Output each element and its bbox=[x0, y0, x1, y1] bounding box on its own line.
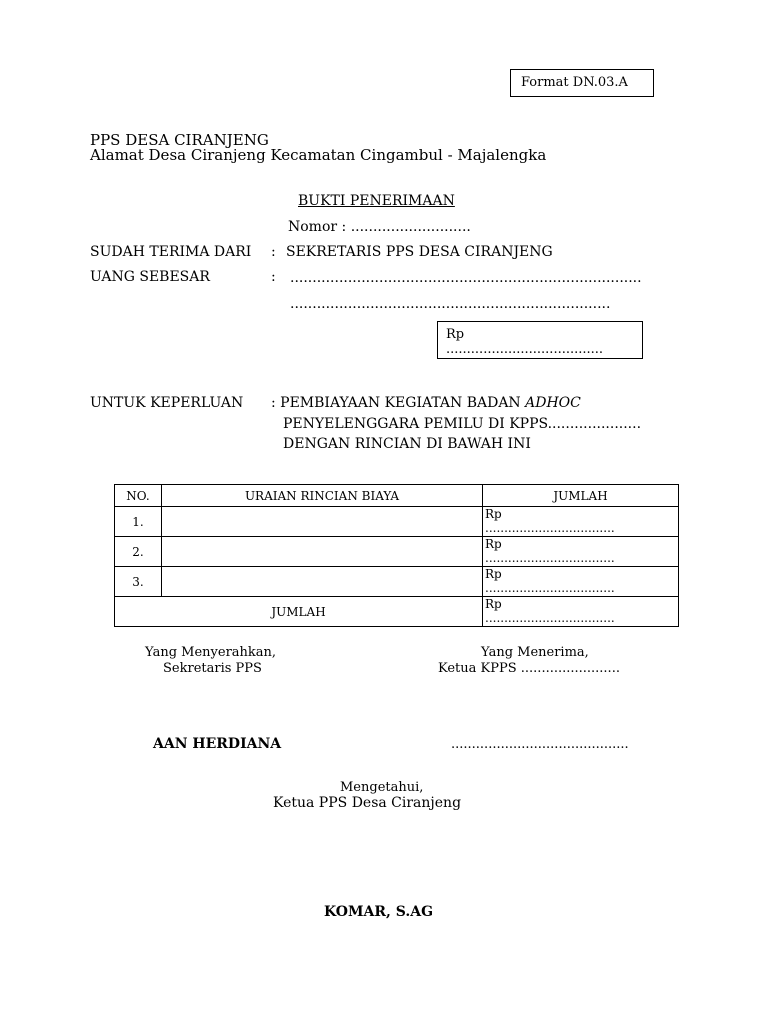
receiver-title: Yang Menerima, bbox=[481, 645, 589, 660]
table-header-row bbox=[115, 485, 679, 507]
amount-colon: : bbox=[271, 269, 276, 285]
rp-label: Rp bbox=[446, 327, 465, 342]
org-address: Alamat Desa Ciranjeng Kecamatan Cingambul - Majalengka bbox=[90, 146, 547, 164]
row-dots: .................................. bbox=[485, 521, 615, 535]
row-uraian bbox=[162, 537, 483, 567]
row-rp: Rp bbox=[485, 567, 502, 581]
approval-title: Mengetahui, bbox=[340, 780, 424, 795]
received-from-value: SEKRETARIS PPS DESA CIRANJENG bbox=[286, 244, 553, 260]
giver-title: Yang Menyerahkan, bbox=[145, 645, 277, 660]
row-no: 2. bbox=[115, 537, 162, 567]
table-row bbox=[115, 507, 679, 537]
purpose-line-2: PENYELENGGARA PEMILU DI KPPS..................... bbox=[283, 416, 642, 432]
receiver-role: Ketua KPPS ........................ bbox=[438, 661, 620, 676]
row-no: 1. bbox=[115, 507, 162, 537]
row-no: 3. bbox=[115, 567, 162, 597]
amount-line-2: ........................................................................ bbox=[290, 296, 611, 312]
total-dots: .................................. bbox=[485, 611, 615, 625]
table-row bbox=[115, 567, 679, 597]
total-label: JUMLAH bbox=[115, 597, 483, 627]
receiver-name: ........................................... bbox=[451, 737, 629, 752]
row-dots: .................................. bbox=[485, 551, 615, 565]
total-jumlah bbox=[483, 597, 679, 627]
total-rp: Rp bbox=[485, 597, 502, 611]
row-rp: Rp bbox=[485, 507, 502, 521]
purpose-adhoc: ADHOC bbox=[525, 395, 581, 411]
rincian-table bbox=[114, 484, 679, 627]
document-title: BUKTI PENERIMAAN bbox=[298, 193, 455, 209]
row-jumlah bbox=[483, 537, 679, 567]
row-jumlah bbox=[483, 507, 679, 537]
header-jumlah: JUMLAH bbox=[483, 485, 679, 507]
org-name: PPS DESA CIRANJENG bbox=[90, 131, 269, 149]
table-total-row bbox=[115, 597, 679, 627]
rp-amount-box bbox=[437, 321, 643, 359]
format-label: Format DN.03.A bbox=[521, 75, 628, 90]
received-from-label: SUDAH TERIMA DARI bbox=[90, 244, 252, 260]
format-box bbox=[510, 69, 654, 97]
row-dots: .................................. bbox=[485, 581, 615, 595]
header-uraian: URAIAN RINCIAN BIAYA bbox=[162, 485, 483, 507]
approval-role: Ketua PPS Desa Ciranjeng bbox=[273, 795, 462, 811]
row-rp: Rp bbox=[485, 537, 502, 551]
approval-name: KOMAR, S.AG bbox=[324, 904, 434, 920]
giver-name: AAN HERDIANA bbox=[153, 736, 282, 752]
purpose-line-1 bbox=[271, 395, 581, 411]
giver-role: Sekretaris PPS bbox=[163, 661, 262, 676]
purpose-label: UNTUK KEPERLUAN bbox=[90, 395, 244, 411]
purpose-line-3: DENGAN RINCIAN DI BAWAH INI bbox=[283, 436, 531, 452]
rp-dots: ...................................... bbox=[446, 342, 604, 357]
header-no: NO. bbox=[115, 485, 162, 507]
document-number: Nomor : ........................... bbox=[288, 219, 471, 235]
amount-label: UANG SEBESAR bbox=[90, 269, 210, 285]
amount-line-1: ............................................................................... bbox=[290, 270, 642, 286]
table-row bbox=[115, 537, 679, 567]
row-jumlah bbox=[483, 567, 679, 597]
purpose-line-1-text: : PEMBIAYAAN KEGIATAN BADAN bbox=[271, 395, 526, 411]
row-uraian bbox=[162, 567, 483, 597]
row-uraian bbox=[162, 507, 483, 537]
received-from-colon: : bbox=[271, 244, 276, 260]
